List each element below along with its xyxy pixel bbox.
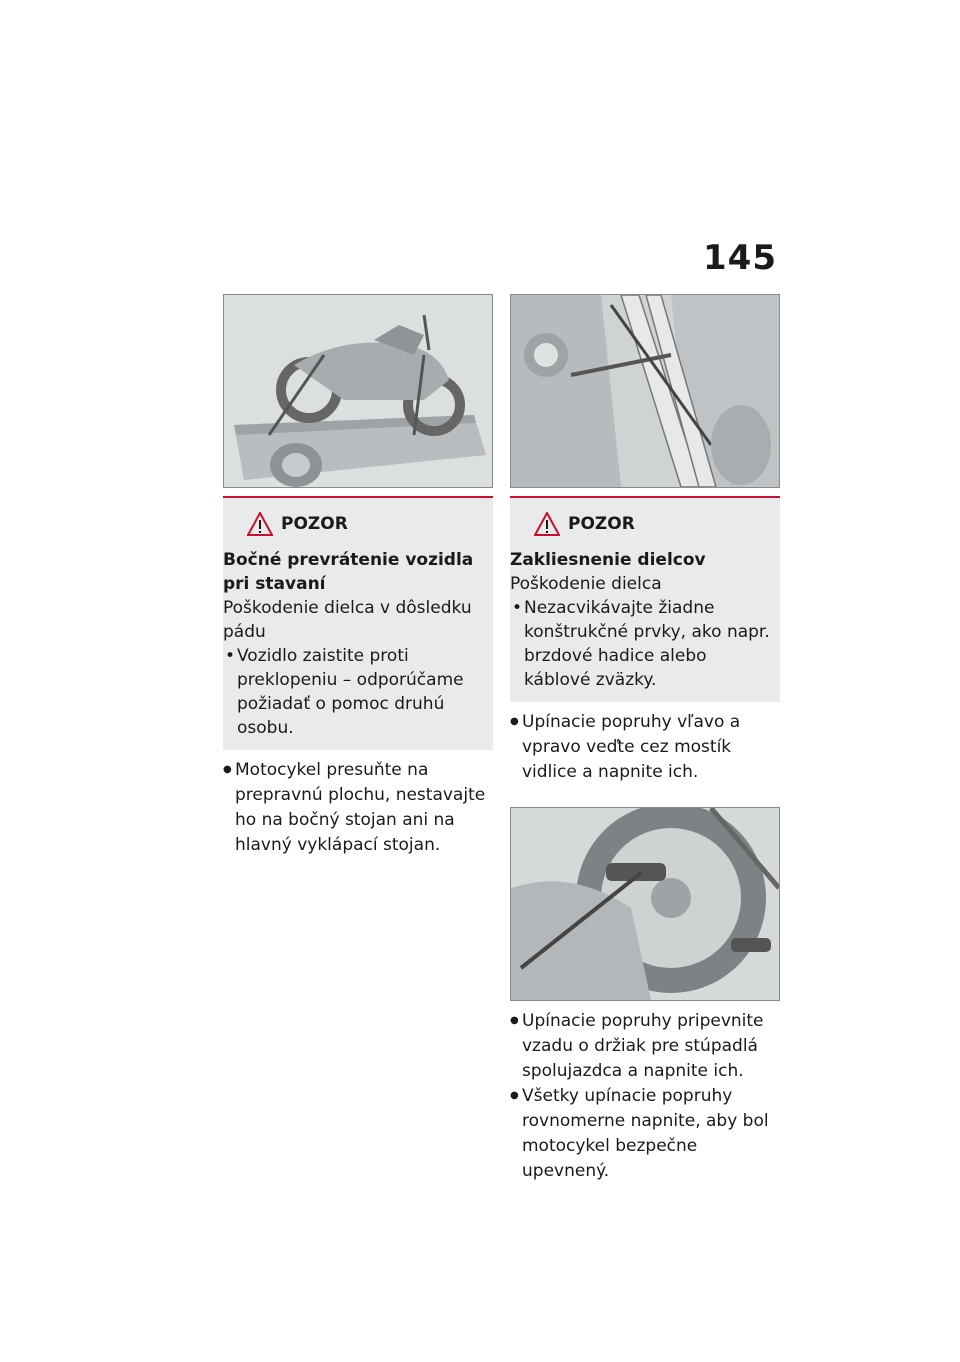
- fork-bridge-strap-image: [510, 294, 780, 488]
- instruction-item: ● Motocykel presuňte na prepravnú plochu, nestavajte ho na bočný stojan ani na hlavný vyklápací stojan.: [223, 758, 493, 858]
- passenger-footrest-strap-illustration: [511, 808, 779, 1000]
- warning-bullet: • Nezacvikávajte žiadne konštrukčné prvky, ako napr. brzdové hadice alebo káblové zväzky.: [510, 596, 772, 692]
- page-number: 145: [703, 238, 777, 278]
- motorcycle-on-trailer-image: [223, 294, 493, 488]
- motorcycle-on-trailer-illustration: [224, 295, 492, 487]
- instruction-list: [510, 710, 780, 785]
- warning-bullets: [510, 596, 772, 692]
- fork-bridge-strap-illustration: [511, 295, 779, 487]
- warning-triangle-icon: [247, 512, 273, 536]
- warning-subtitle: Bočné prevrátenie vozidla pri stavaní: [223, 550, 474, 594]
- instruction-list: [510, 1009, 780, 1184]
- warning-bullet: • Vozidlo zaistite proti preklopeniu – odporúčame požiadať o pomoc druhú osobu.: [223, 644, 485, 740]
- left-column: [223, 294, 493, 858]
- warning-box: [223, 496, 493, 750]
- warning-box: [510, 496, 780, 702]
- warning-title: POZOR: [568, 514, 635, 534]
- passenger-footrest-strap-image: [510, 807, 780, 1001]
- right-column: [510, 294, 780, 1184]
- warning-title: POZOR: [281, 514, 348, 534]
- instruction-item: ● Všetky upínacie popruhy rovnomerne napnite, aby bol motocykel bezpečne upevnený.: [510, 1084, 780, 1184]
- warning-text: Poškodenie dielca v dôsledku pádu: [223, 598, 472, 642]
- instruction-item: ● Upínacie popruhy pripevnite vzadu o držiak pre stúpadlá spolujazdca a napnite ich.: [510, 1009, 780, 1084]
- warning-bullets: [223, 644, 485, 740]
- instruction-list: [223, 758, 493, 858]
- warning-header: [223, 512, 485, 536]
- instruction-item: ● Upínacie popruhy vľavo a vpravo veďte cez mostík vidlice a napnite ich.: [510, 710, 780, 785]
- warning-subtitle: Zakliesnenie dielcov: [510, 550, 706, 570]
- warning-text: Poškodenie dielca: [510, 574, 662, 594]
- warning-triangle-icon: [534, 512, 560, 536]
- warning-header: [510, 512, 772, 536]
